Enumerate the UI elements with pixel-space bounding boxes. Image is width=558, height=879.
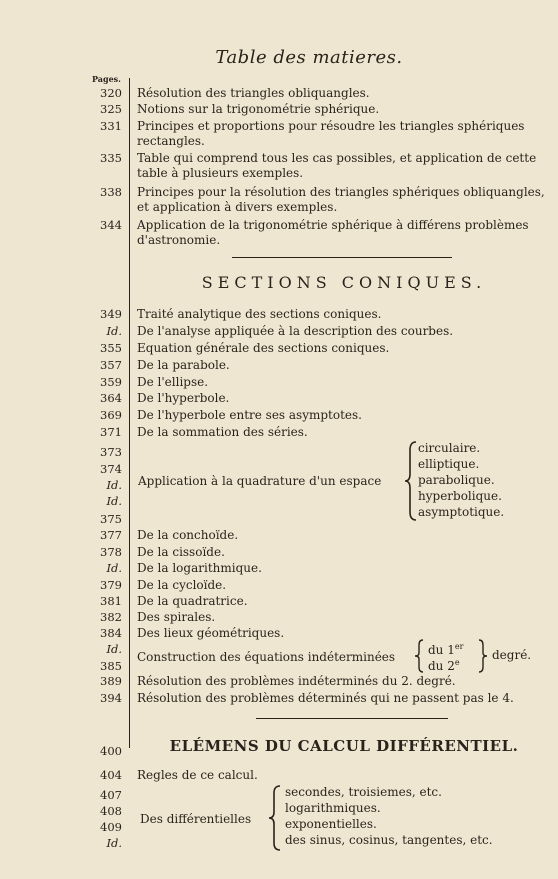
entry-text: De l'analyse appliquée à la description des courbes. xyxy=(137,324,454,338)
entry-text: Traité analytique des sections coniques. xyxy=(137,307,382,321)
entry-text: Des spirales. xyxy=(137,610,216,624)
section-divider xyxy=(256,718,448,719)
page-number: 394 xyxy=(100,691,122,705)
page-number: Id. xyxy=(106,836,122,850)
entry-text: Principes et proportions pour résoudre les triangles sphériques rectangles. xyxy=(137,119,525,148)
section-title: SECTIONS CONIQUES. xyxy=(201,273,487,292)
page-number: 349 xyxy=(100,307,122,321)
page-number: 373 xyxy=(100,445,122,459)
entry-text: Principes pour la résolution des triangles sphériques obliquangles, et application à divers exemples. xyxy=(137,185,545,214)
page-number: Id. xyxy=(106,478,122,492)
entry-text: De la parabole. xyxy=(137,358,230,372)
page-number: 409 xyxy=(100,820,122,834)
page-number: 381 xyxy=(100,594,122,608)
page-number: 377 xyxy=(100,528,122,542)
entry-text: Résolution des problèmes déterminés qui ne passent pas le 4. xyxy=(137,691,514,705)
page-number: 364 xyxy=(100,391,122,405)
pages-column-label: Pages. xyxy=(92,74,121,84)
quadrature-option: elliptique. xyxy=(418,457,480,471)
entry-text: De la quadratrice. xyxy=(137,594,248,608)
degree-option: du 1er xyxy=(428,642,464,657)
page-number: 335 xyxy=(100,151,122,165)
degree-suffix: degré. xyxy=(492,648,532,662)
entry-text: Des différentielles xyxy=(140,812,252,826)
quadrature-label: Application à la quadrature d'un espace xyxy=(138,474,382,488)
page-number: Id. xyxy=(106,561,122,575)
page-number: 320 xyxy=(100,86,122,100)
entry-text: Résolution des triangles obliquangles. xyxy=(137,86,370,100)
page-number: 407 xyxy=(100,788,122,802)
curly-brace-right xyxy=(478,639,488,673)
page-number: 331 xyxy=(100,119,122,133)
page-number: 375 xyxy=(100,512,122,526)
page-number: 369 xyxy=(100,408,122,422)
curly-brace xyxy=(404,440,418,522)
page-number: 384 xyxy=(100,626,122,640)
entry-text: De la cissoïde. xyxy=(137,545,225,559)
entry-text: De la conchoïde. xyxy=(137,528,239,542)
entry-text: Résolution des problèmes indéterminés du 2. degré. xyxy=(137,674,456,688)
degree-option: du 2e xyxy=(428,658,460,673)
quadrature-option: asymptotique. xyxy=(418,505,505,519)
page-number: 382 xyxy=(100,610,122,624)
page-number: 385 xyxy=(100,659,122,673)
entry-text: Table qui comprend tous les cas possibles, et application de cette table à plusieurs exemples. xyxy=(137,151,537,180)
entry-text: De l'hyperbole. xyxy=(137,391,230,405)
section-divider xyxy=(232,257,452,258)
entry-text: De la logarithmique. xyxy=(137,561,262,575)
quadrature-option: parabolique. xyxy=(418,473,495,487)
entry-text: Equation générale des sections coniques. xyxy=(137,341,390,355)
page-number: 389 xyxy=(100,674,122,688)
page-number: 338 xyxy=(100,185,122,199)
entry-text: Des lieux géométriques. xyxy=(137,626,285,640)
page-number: 408 xyxy=(100,804,122,818)
page-header: Table des matieres. xyxy=(215,47,403,68)
differential-option: secondes, troisiemes, etc. xyxy=(285,785,442,799)
entry-text: Application de la trigonométrie sphérique à différens problèmes d'astronomie. xyxy=(137,218,529,247)
differential-option: logarithmiques. xyxy=(285,801,381,815)
page-number: 359 xyxy=(100,375,122,389)
entry-text: Regles de ce calcul. xyxy=(137,768,258,782)
quadrature-option: hyperbolique. xyxy=(418,489,502,503)
entry-text: Notions sur la trigonométrie sphérique. xyxy=(137,102,380,116)
page-number: 357 xyxy=(100,358,122,372)
page-number: 371 xyxy=(100,425,122,439)
page-number: 344 xyxy=(100,218,122,232)
page-number: Id. xyxy=(106,324,122,338)
differential-option: des sinus, cosinus, tangentes, etc. xyxy=(285,833,493,847)
page-number: 374 xyxy=(100,462,122,476)
entry-text: De la cycloïde. xyxy=(137,578,227,592)
curly-brace xyxy=(414,639,424,673)
page-column-rule xyxy=(129,78,130,748)
page-number: 400 xyxy=(100,744,122,758)
page-number: 325 xyxy=(100,102,122,116)
page-number: 355 xyxy=(100,341,122,355)
page-number: 379 xyxy=(100,578,122,592)
page-number: Id. xyxy=(106,642,122,656)
quadrature-option: circulaire. xyxy=(418,441,481,455)
entry-text: De l'ellipse. xyxy=(137,375,209,389)
page-number: Id. xyxy=(106,494,122,508)
page-number: 404 xyxy=(100,768,122,782)
entry-text: Construction des équations indéterminées xyxy=(137,650,396,664)
differential-option: exponentielles. xyxy=(285,817,377,831)
page-number: 378 xyxy=(100,545,122,559)
section-title: ELÉMENS DU CALCUL DIFFÉRENTIEL. xyxy=(169,737,519,755)
entry-text: De l'hyperbole entre ses asymptotes. xyxy=(137,408,362,422)
curly-brace xyxy=(268,784,282,852)
entry-text: De la sommation des séries. xyxy=(137,425,308,439)
